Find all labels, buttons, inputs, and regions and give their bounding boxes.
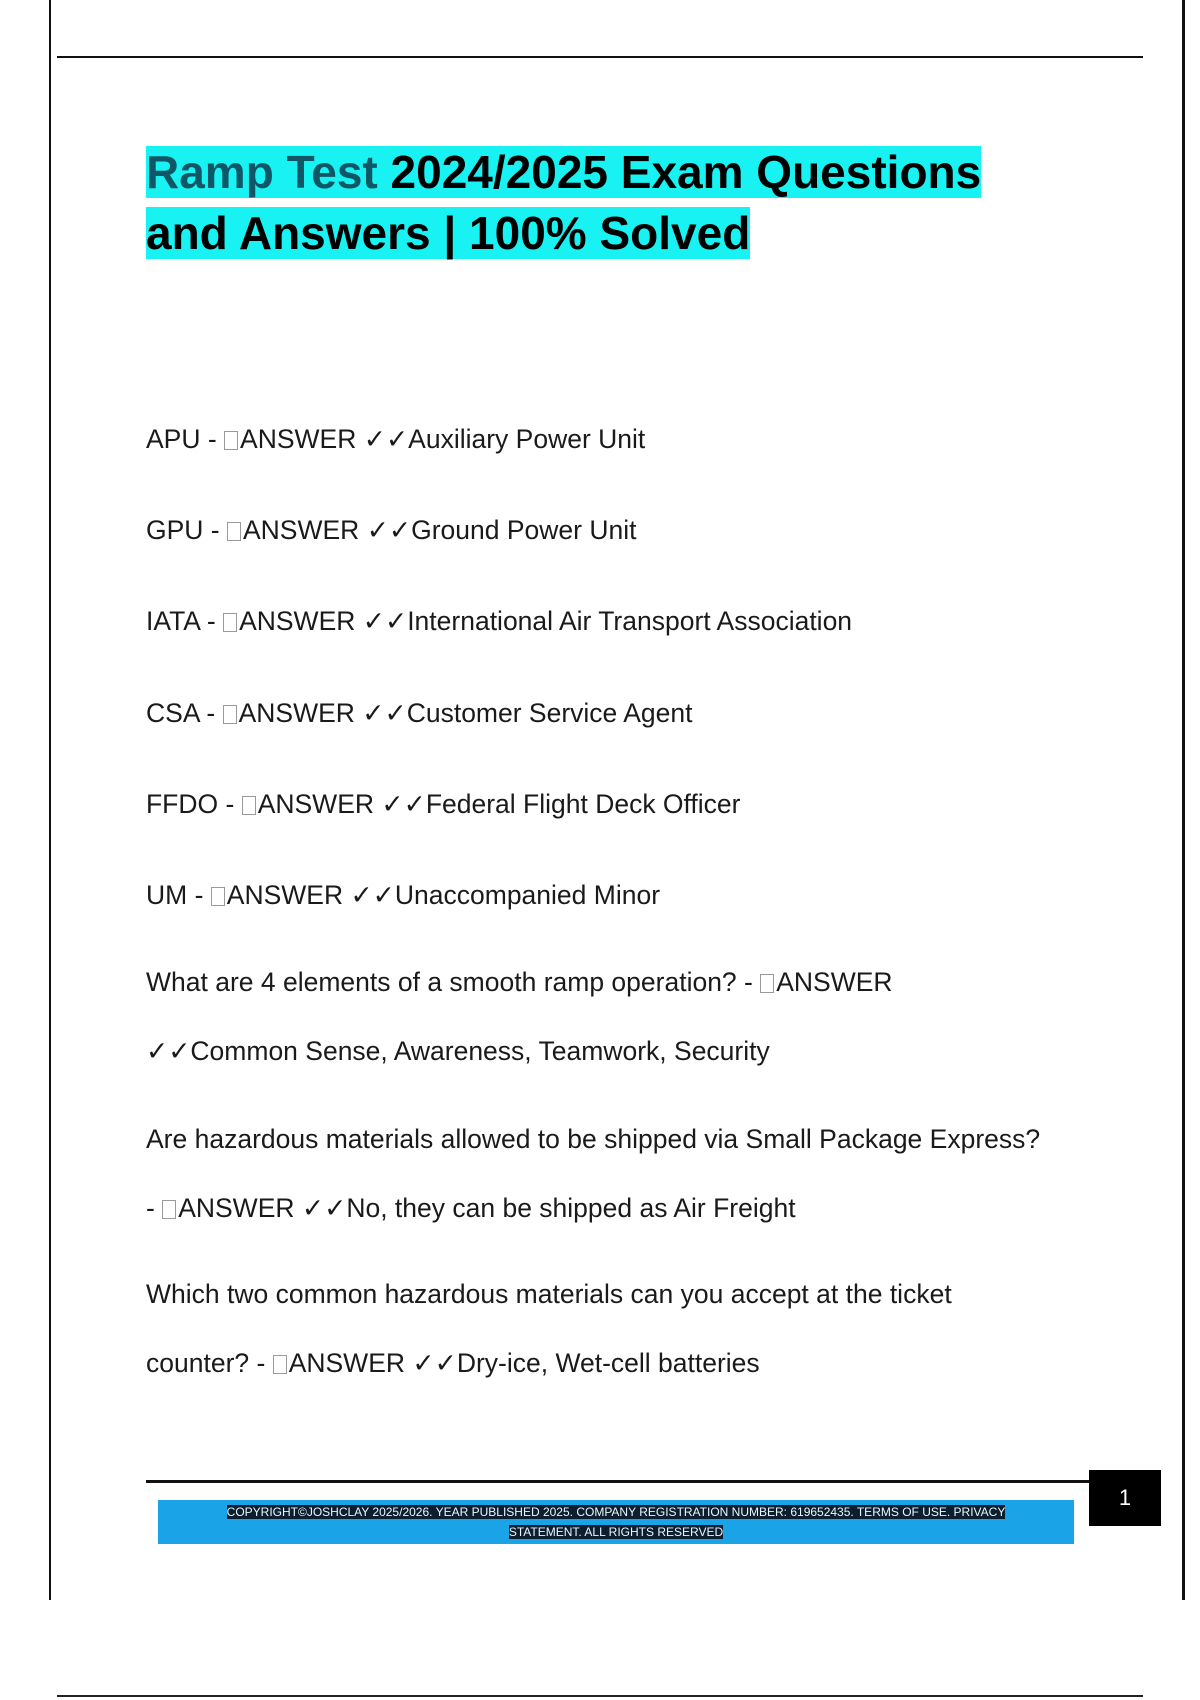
qa-answer: Ground Power Unit (411, 515, 637, 545)
qa-item-hazmat-ticket-counter (146, 1260, 1046, 1398)
checkbox-glyph-icon (242, 796, 256, 815)
qa-question: What are 4 elements of a smooth ramp operation? - (146, 967, 761, 997)
footer-rule (146, 1480, 1090, 1483)
qa-item-apu (146, 405, 1046, 474)
checkbox-glyph-icon (760, 974, 774, 993)
answer-marker: ANSWER (239, 606, 356, 636)
qa-question: IATA - (146, 606, 224, 636)
qa-item-ramp-elements (146, 948, 1046, 1086)
checkbox-glyph-icon (227, 522, 241, 541)
qa-answer: Federal Flight Deck Officer (425, 789, 741, 819)
header-rule (57, 56, 1143, 58)
copyright-text (176, 1502, 1056, 1542)
page-right-border (1182, 0, 1185, 1600)
check-marks-icon: ✓✓ (363, 424, 409, 454)
answer-marker: ANSWER (240, 424, 357, 454)
qa-answer: Customer Service Agent (406, 698, 693, 728)
qa-question: FFDO - (146, 789, 242, 819)
qa-question: APU - (146, 424, 225, 454)
next-page-rule (57, 1695, 1143, 1697)
qa-answer: Common Sense, Awareness, Teamwork, Security (190, 1036, 770, 1066)
qa-item-iata (146, 587, 1046, 656)
checkbox-glyph-icon (223, 613, 237, 632)
checkbox-glyph-icon (273, 1355, 287, 1374)
page-left-border (49, 0, 51, 1600)
qa-answer: International Air Transport Association (407, 606, 853, 636)
answer-marker: ANSWER (242, 515, 360, 545)
check-marks-icon: ✓✓ (412, 1348, 457, 1378)
qa-answer: Auxiliary Power Unit (408, 424, 646, 454)
answer-marker: ANSWER (226, 880, 344, 910)
answer-marker: ANSWER (288, 1348, 406, 1378)
title-part-app: Ramp Test (146, 146, 378, 198)
answer-marker: ANSWER (776, 967, 893, 997)
check-marks-icon: ✓✓ (362, 698, 407, 728)
page-number: 1 (1089, 1470, 1161, 1526)
answer-marker: ANSWER (178, 1193, 295, 1223)
check-marks-icon: ✓✓ (362, 606, 408, 636)
answer-marker: ANSWER (257, 789, 375, 819)
qa-item-ffdo (146, 770, 1046, 839)
qa-item-gpu (146, 496, 1046, 565)
qa-question: GPU - (146, 515, 227, 545)
qa-question: CSA - (146, 698, 223, 728)
check-marks-icon: ✓✓ (146, 1036, 191, 1066)
qa-answer: Unaccompanied Minor (394, 880, 661, 910)
check-marks-icon: ✓✓ (350, 880, 395, 910)
check-marks-icon: ✓✓ (301, 1193, 347, 1223)
qa-question: Are hazardous materials allowed to be shipped via Small Package Express? - (146, 1124, 1041, 1223)
qa-question: Which two common hazardous materials can you accept at the ticket counter? - (146, 1279, 952, 1378)
answer-marker: ANSWER (238, 698, 355, 728)
checkbox-glyph-icon (223, 705, 237, 724)
qa-item-csa (146, 679, 1046, 748)
checkbox-glyph-icon (224, 431, 238, 450)
copyright-band (158, 1500, 1074, 1544)
check-marks-icon: ✓✓ (366, 515, 412, 545)
title-line-2: and Answers | 100% Solved (146, 207, 751, 259)
document-title (146, 142, 1046, 264)
qa-question: UM - (146, 880, 211, 910)
qa-answer: No, they can be shipped as Air Freight (346, 1193, 796, 1223)
title-part-year: 2024/2025 Exam Questions (390, 146, 982, 198)
qa-item-um (146, 861, 1046, 930)
checkbox-glyph-icon (211, 887, 225, 906)
check-marks-icon: ✓✓ (381, 789, 426, 819)
qa-item-hazmat-small-package (146, 1105, 1046, 1243)
checkbox-glyph-icon (162, 1200, 176, 1219)
copyright-line-2: STATEMENT. ALL RIGHTS RESERVED (508, 1525, 724, 1539)
copyright-line-1: COPYRIGHT©JOSHCLAY 2025/2026. YEAR PUBLISHED 2025. COMPANY REGISTRATION NUMBER: 619652435. TERMS OF USE. PRIVACY (226, 1505, 1006, 1519)
qa-answer: Dry-ice, Wet-cell batteries (456, 1348, 760, 1378)
